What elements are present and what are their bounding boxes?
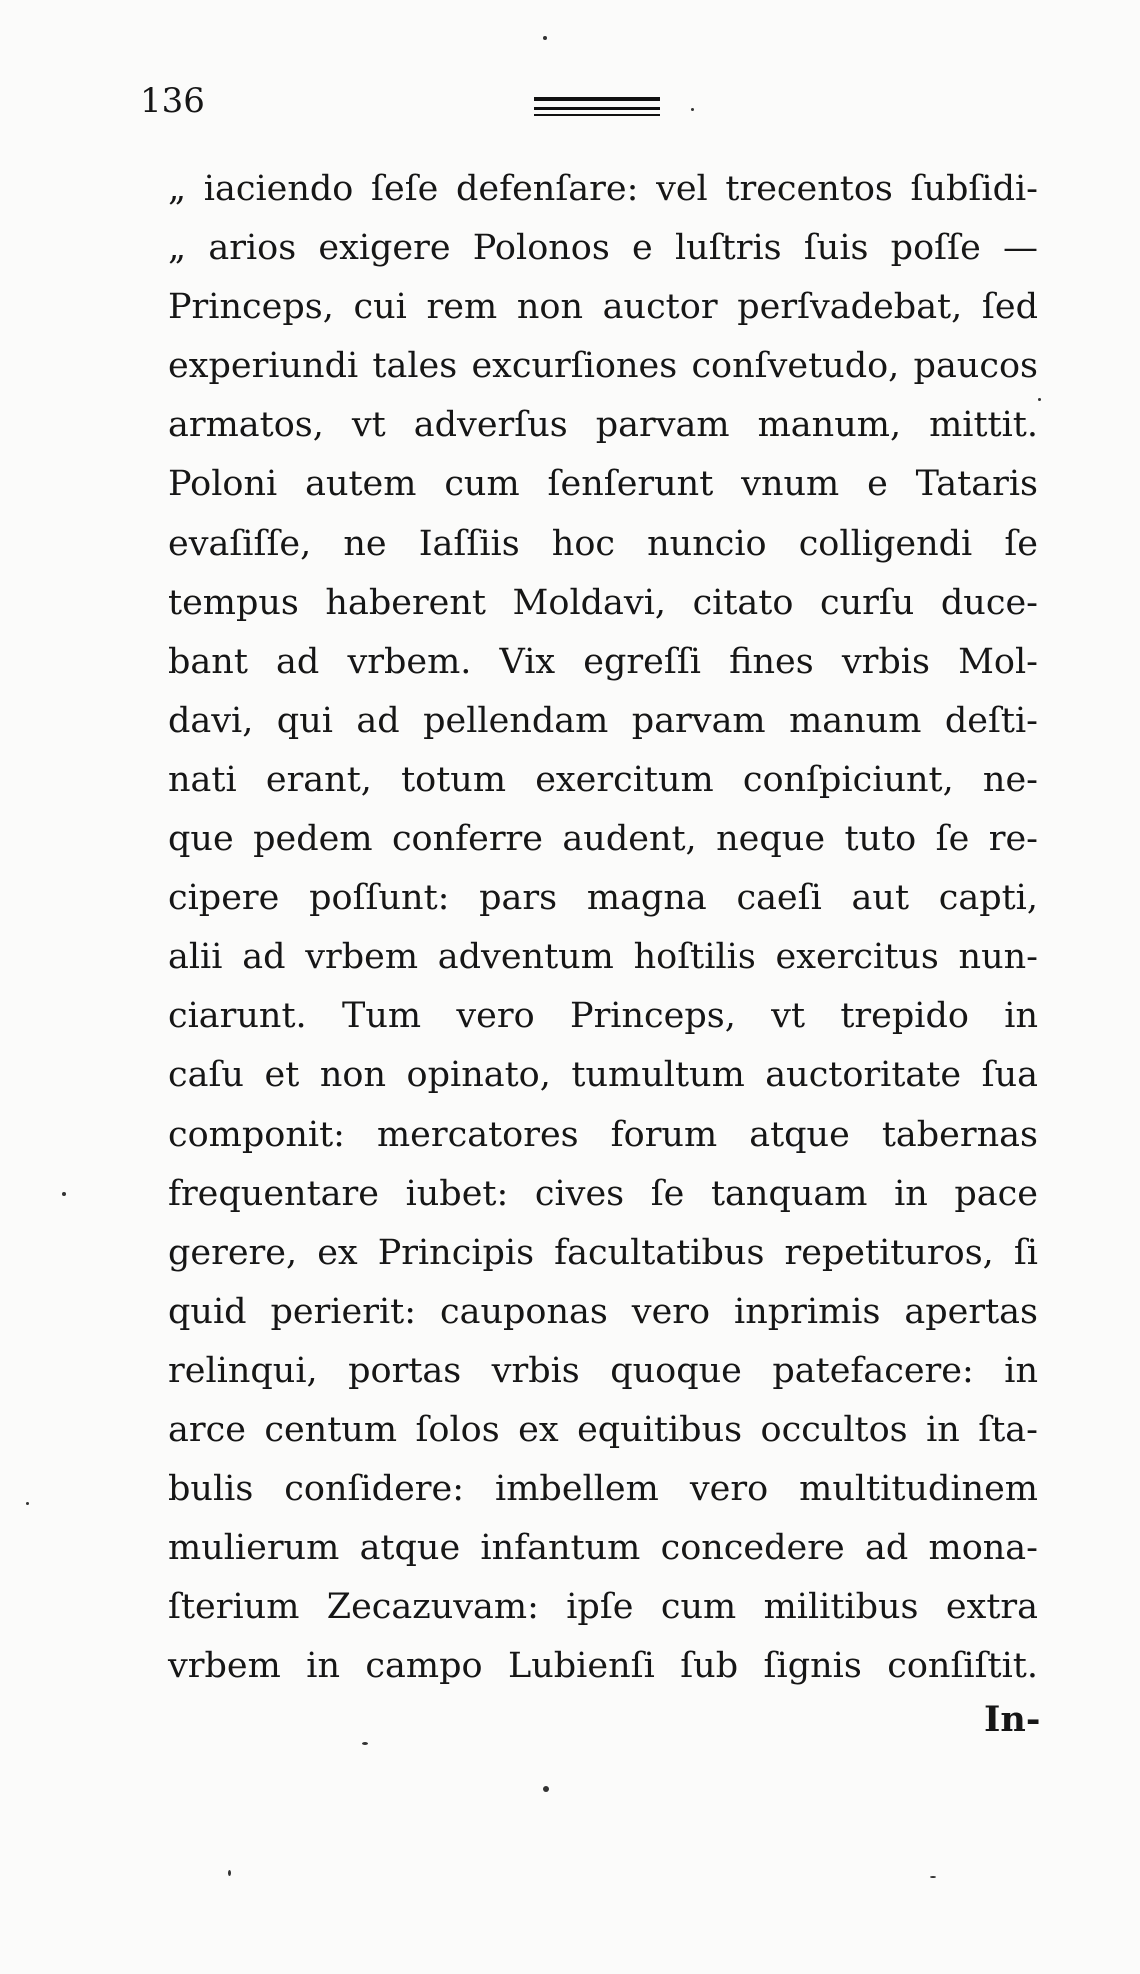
header-rule [534, 97, 660, 101]
text-line: tempus haberent Moldavi, citato curſu duce- [168, 582, 1038, 623]
text-line: Princeps, cui rem non auctor perſvadebat, ſed [168, 287, 1038, 328]
text-line: caſu et non opinato, tumultum auctoritate ſua [168, 1055, 1038, 1096]
text-line: frequentare iubet: cives ſe tanquam in pace [168, 1173, 1038, 1214]
text-line: vrbem in campo Lubienſi ſub ſignis conſiſtit. [168, 1646, 1038, 1687]
ink-speck [362, 1742, 368, 1745]
text-line: componit: mercatores forum atque tabernas [168, 1114, 1038, 1155]
catchword: In- [984, 1699, 1041, 1740]
text-line: mulierum atque infantum concedere ad mona- [168, 1528, 1038, 1569]
text-line: cipere poſſunt: pars magna caeſi aut capti, [168, 878, 1038, 919]
text-line: Poloni autem cum ſenſerunt vnum e Tataris [168, 464, 1038, 505]
ink-speck [62, 1192, 66, 1196]
ink-speck [930, 1876, 936, 1878]
body-text [168, 160, 1038, 1696]
text-line: gerere, ex Principis facultatibus repetituros, ſi [168, 1232, 1038, 1273]
ink-speck [543, 1786, 549, 1792]
text-line: „ iaciendo ſeſe defenſare: vel trecentos ſubſidi- [168, 169, 1038, 209]
text-line: relinqui, portas vrbis quoque patefacere: in [168, 1350, 1038, 1391]
text-line: arce centum ſolos ex equitibus occultos in ſta- [168, 1409, 1038, 1450]
text-line: nati erant, totum exercitum conſpiciunt, ne- [168, 759, 1038, 800]
text-line: armatos, vt adverſus parvam manum, mittit. [168, 405, 1038, 446]
ink-speck [228, 1870, 231, 1876]
text-line: evaſiſſe, ne Iaſſiis hoc nuncio colligendi ſe [168, 523, 1038, 564]
header-rule [534, 107, 660, 110]
header-rule [534, 114, 660, 116]
text-line: davi, qui ad pellendam parvam manum deſti- [168, 700, 1038, 741]
text-line: que pedem conferre audent, neque tuto ſe re- [168, 819, 1038, 860]
ink-speck [543, 36, 547, 40]
page-number: 136 [140, 81, 205, 121]
text-line: alii ad vrbem adventum hoſtilis exercitus nun- [168, 937, 1038, 978]
text-line: bulis conſidere: imbellem vero multitudinem [168, 1469, 1038, 1510]
ink-speck [691, 108, 694, 111]
ink-speck [26, 1502, 29, 1505]
text-line: ciarunt. Tum vero Princeps, vt trepido in [168, 996, 1038, 1037]
ink-speck [1038, 398, 1041, 401]
text-line: quid perierit: cauponas vero inprimis apertas [168, 1291, 1038, 1332]
text-line: „ arios exigere Polonos e luſtris ſuis poſſe — [168, 228, 1038, 269]
text-line: bant ad vrbem. Vix egreſſi fines vrbis Mol- [168, 641, 1038, 682]
text-line: ſterium Zecazuvam: ipſe cum militibus extra [168, 1587, 1038, 1628]
text-line: experiundi tales excurſiones conſvetudo, paucos [168, 346, 1038, 387]
